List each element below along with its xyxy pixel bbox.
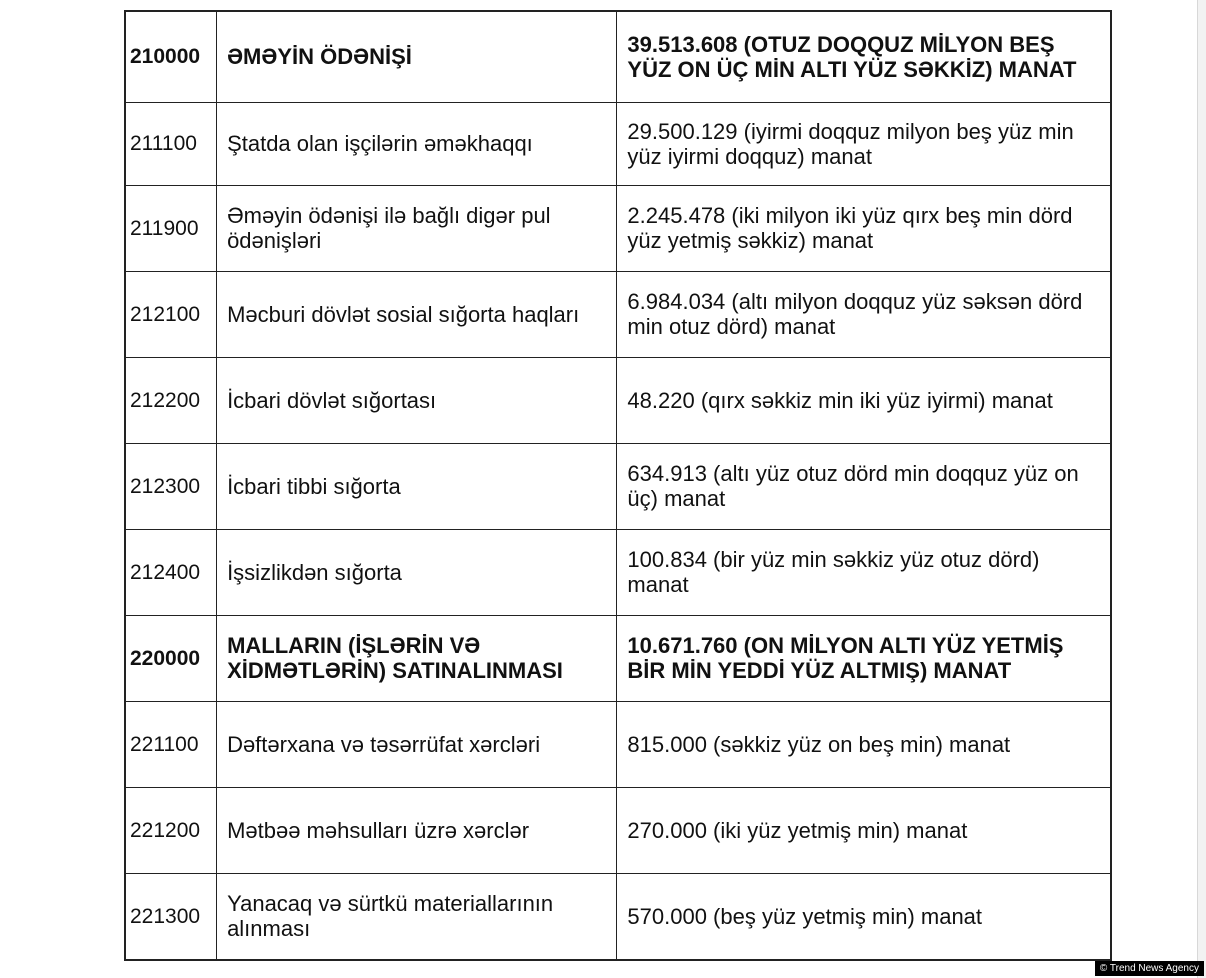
row-amount: 10.671.760 (ON MİLYON ALTI YÜZ YETMİŞ BİR MİN YEDDİ YÜZ ALTMIŞ) MANAT xyxy=(617,615,1111,701)
table-row xyxy=(125,701,1111,787)
table-row xyxy=(125,615,1111,701)
row-amount: 6.984.034 (altı milyon doqquz yüz səksən dörd min otuz dörd) manat xyxy=(617,271,1111,357)
table-row xyxy=(125,443,1111,529)
row-name: İcbari tibbi sığorta xyxy=(217,443,617,529)
row-amount: 815.000 (səkkiz yüz on beş min) manat xyxy=(617,701,1111,787)
row-code: 212300 xyxy=(125,443,217,529)
row-code: 211100 xyxy=(125,102,217,185)
row-name: Yanacaq və sürtkü materiallarının alınması xyxy=(217,873,617,960)
table-row xyxy=(125,11,1111,102)
row-name: Dəftərxana və təsərrüfat xərcləri xyxy=(217,701,617,787)
row-code: 212100 xyxy=(125,271,217,357)
row-amount: 634.913 (altı yüz otuz dörd min doqquz yüz on üç) manat xyxy=(617,443,1111,529)
row-name: Əməyin ödənişi ilə bağlı digər pul ödənişləri xyxy=(217,185,617,271)
row-amount: 48.220 (qırx səkkiz min iki yüz iyirmi) manat xyxy=(617,357,1111,443)
table-row xyxy=(125,787,1111,873)
row-name: İşsizlikdən sığorta xyxy=(217,529,617,615)
budget-table xyxy=(124,10,1112,961)
row-amount: 29.500.129 (iyirmi doqquz milyon beş yüz min yüz iyirmi doqquz) manat xyxy=(617,102,1111,185)
row-code: 221200 xyxy=(125,787,217,873)
table-row xyxy=(125,102,1111,185)
table-row xyxy=(125,873,1111,960)
row-name: Ştatda olan işçilərin əməkhaqqı xyxy=(217,102,617,185)
row-code: 212400 xyxy=(125,529,217,615)
row-amount: 100.834 (bir yüz min səkkiz yüz otuz dörd) manat xyxy=(617,529,1111,615)
row-name: Məcburi dövlət sosial sığorta haqları xyxy=(217,271,617,357)
row-code: 210000 xyxy=(125,11,217,102)
row-name: İcbari dövlət sığortası xyxy=(217,357,617,443)
table-row xyxy=(125,271,1111,357)
row-code: 221100 xyxy=(125,701,217,787)
budget-table-body xyxy=(125,11,1111,960)
page-right-edge xyxy=(1197,0,1206,978)
row-name: Mətbəə məhsulları üzrə xərclər xyxy=(217,787,617,873)
row-code: 221300 xyxy=(125,873,217,960)
table-row xyxy=(125,529,1111,615)
row-code: 211900 xyxy=(125,185,217,271)
table-row xyxy=(125,357,1111,443)
row-name: MALLARIN (İŞLƏRİN VƏ XİDMƏTLƏRİN) SATINALINMASI xyxy=(217,615,617,701)
row-code: 212200 xyxy=(125,357,217,443)
row-code: 220000 xyxy=(125,615,217,701)
table-row xyxy=(125,185,1111,271)
row-amount: 570.000 (beş yüz yetmiş min) manat xyxy=(617,873,1111,960)
row-amount: 39.513.608 (OTUZ DOQQUZ MİLYON BEŞ YÜZ ON ÜÇ MİN ALTI YÜZ SƏKKİZ) MANAT xyxy=(617,11,1111,102)
row-name: ƏMƏYİN ÖDƏNİŞİ xyxy=(217,11,617,102)
row-amount: 2.245.478 (iki milyon iki yüz qırx beş min dörd yüz yetmiş səkkiz) manat xyxy=(617,185,1111,271)
row-amount: 270.000 (iki yüz yetmiş min) manat xyxy=(617,787,1111,873)
watermark-label: © Trend News Agency xyxy=(1095,961,1204,976)
